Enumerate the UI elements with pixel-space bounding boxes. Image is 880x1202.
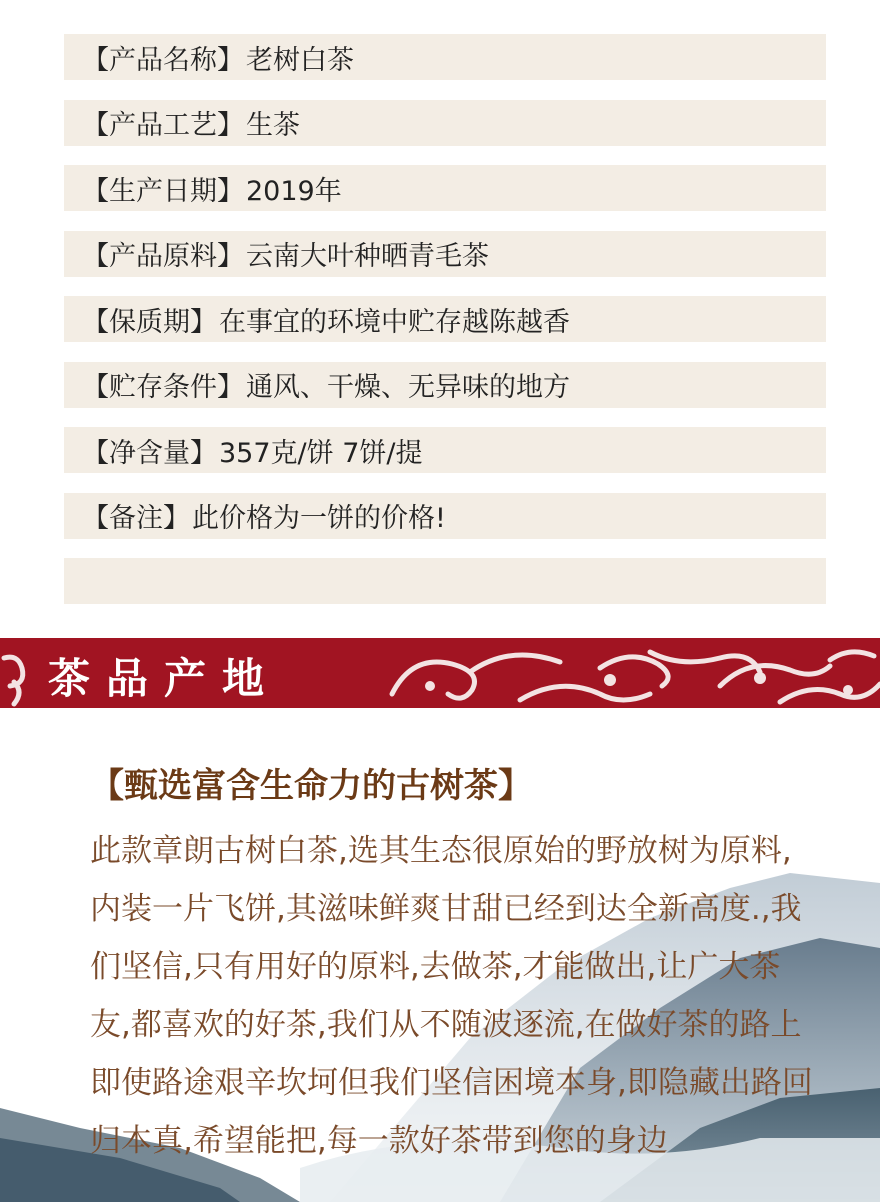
spec-value: 357克/饼 7饼/提 xyxy=(219,437,423,469)
spec-value: 在事宜的环境中贮存越陈越香 xyxy=(219,306,570,338)
origin-description: 此款章朗古树白茶,选其生态很原始的野放树为原料,内装一片飞饼,其滋味鲜爽甘甜已经到达全新高度.,我们坚信,只有用好的原料,去做茶,才能做出,让广大茶友,都喜欢的好茶,我们从不随波逐流,在做好茶的路上即使路途艰辛坎坷但我们坚信困境本身,即隐藏出路回归本真,希望能把,每一款好茶带到您的身边 xyxy=(90,833,813,1159)
spec-label: 【备注】 xyxy=(82,503,190,534)
spec-label: 【贮存条件】 xyxy=(82,372,244,403)
spec-value: 老树白茶 xyxy=(246,44,354,76)
spec-row-production-date xyxy=(64,165,826,211)
origin-section xyxy=(0,708,880,1202)
origin-section-banner xyxy=(0,638,880,708)
spec-value: 生茶 xyxy=(246,110,300,141)
spec-label: 【保质期】 xyxy=(82,306,217,338)
spec-row-empty xyxy=(64,558,826,604)
spec-value: 此价格为一饼的价格! xyxy=(192,503,446,534)
spec-row-material xyxy=(64,231,826,277)
spec-row-name xyxy=(64,34,826,80)
spec-label: 【净含量】 xyxy=(82,437,217,469)
spec-row-storage xyxy=(64,362,826,408)
product-spec-list xyxy=(64,34,826,624)
spec-row-net-weight xyxy=(64,427,826,473)
origin-title: 【甄选富含生命力的古树茶】 xyxy=(90,766,532,806)
spec-value: 云南大叶种晒青毛茶 xyxy=(246,241,489,272)
spec-label: 【产品名称】 xyxy=(82,44,244,76)
spec-label: 【生产日期】 xyxy=(82,175,244,207)
spec-row-process xyxy=(64,100,826,146)
spec-row-shelf-life xyxy=(64,296,826,342)
spec-value: 通风、干燥、无异味的地方 xyxy=(246,372,570,403)
spec-label: 【产品工艺】 xyxy=(82,110,244,141)
spec-row-note xyxy=(64,493,826,539)
banner-title: 茶品产地 xyxy=(48,654,281,703)
spec-value: 2019年 xyxy=(246,175,342,207)
spec-label: 【产品原料】 xyxy=(82,241,244,272)
